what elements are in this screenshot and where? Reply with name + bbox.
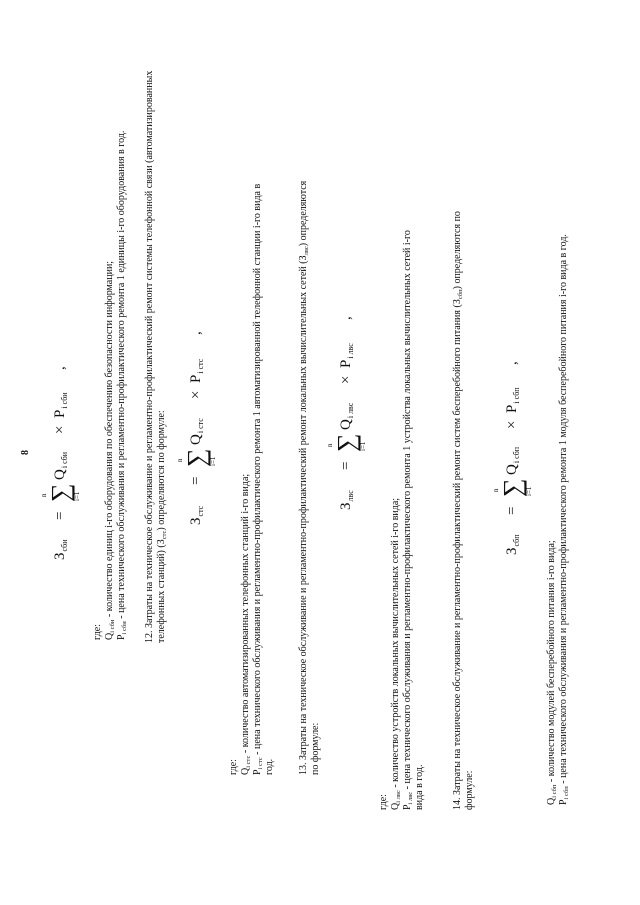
formula-comma: ,: [188, 331, 204, 335]
paragraph-14-line-2: формуле:: [464, 770, 475, 810]
sum-lower-limit: i=1: [73, 491, 81, 501]
times-sign: ×: [504, 420, 520, 429]
definition-p-lvs-cont: вида в год.: [414, 764, 425, 810]
sigma-symbol: ∑: [498, 478, 527, 497]
sum-lower-limit: i=1: [525, 486, 533, 496]
sigma-symbol: ∑: [46, 483, 75, 502]
sum-lower-limit: i=1: [209, 456, 217, 466]
formula-comma: ,: [52, 366, 68, 370]
paragraph-12-line-2: телефонных станций) $(З_{стс})$ определяются по формуле:: [156, 410, 168, 643]
equals-sign: =: [52, 511, 68, 520]
times-sign: ×: [52, 425, 68, 434]
sum-upper-limit: n: [176, 458, 184, 462]
formula-lhs: $З_{лвс}$: [338, 490, 355, 510]
definition-p-sts-cont: год.: [264, 758, 275, 775]
where-label: где:: [378, 794, 389, 810]
sum-upper-limit: n: [326, 443, 334, 447]
formula-lhs: $З_{сби}$: [52, 539, 69, 560]
p-term: $P_{i сбп}$: [504, 387, 521, 413]
q-term: $Q_{i сбп}$: [504, 446, 521, 475]
where-label: где:: [92, 624, 103, 640]
p-term: $P_{i стс}$: [188, 358, 205, 383]
sigma-symbol: ∑: [332, 433, 361, 452]
definition-p-lvs: $P_{i лвс}$ - цена технического обслуживания и регламентно-профилактического ремонта 1 устройства локальных вычислительных сетей i-го: [402, 230, 414, 810]
formula-comma: ,: [338, 316, 354, 320]
definition-q-sbi: $Q_{i сби}$ - количество единиц i-го оборудования по обеспечению безопасности информации;: [104, 260, 116, 640]
formula-lhs: $З_{сбп}$: [504, 534, 521, 555]
formula-zsts: [176, 265, 216, 525]
definition-p-sts: $P_{i стс}$ - цена технического обслуживания и регламентно-профилактического ремонта 1 автоматизированной телефонной станции i-го вида в: [252, 183, 264, 775]
definition-q-lvs: $Q_{i лвс}$ - количество устройств локальных вычислительных сетей i-го вида;: [390, 497, 402, 810]
paragraph-12-line-1: 12. Затраты на техническое обслуживание и регламентно-профилактический ремонт системы телефонной связи (автоматизированных: [144, 70, 155, 643]
sum-lower-limit: i=1: [359, 441, 367, 451]
paragraph-14-line-1: 14. Затраты на техническое обслуживание и регламентно-профилактический ремонт систем бесперебойного питания $(З_{сбп})$ определяются по: [452, 211, 464, 810]
definition-p-sbi: $P_{i сби}$ - цена технического обслуживания и регламентно-профилактического ремонта 1 единицы i-го оборудования в год.: [116, 130, 128, 640]
times-sign: ×: [188, 390, 204, 399]
q-term: $Q_{i сби}$: [52, 451, 69, 480]
formula-comma: ,: [504, 361, 520, 365]
paragraph-13-line-1: 13. Затраты на техническое обслуживание и регламентно-профилактический ремонт локальных вычислительных сетей $(З_{лвс})$ определяются: [298, 180, 310, 775]
definition-q-sts: $Q_{i стс}$ - количество автоматизированных телефонных станций i-го вида;: [240, 473, 252, 775]
formula-zlvs: [326, 250, 366, 510]
equals-sign: =: [504, 506, 520, 515]
sum-upper-limit: n: [40, 493, 48, 497]
equals-sign: =: [188, 476, 204, 485]
sum-upper-limit: n: [492, 488, 500, 492]
formula-zsbp: [492, 295, 532, 555]
where-label: где:: [228, 759, 239, 775]
sigma-symbol: ∑: [182, 448, 211, 467]
q-term: $Q_{i стс}$: [188, 418, 205, 445]
paragraph-13-line-2: по формуле:: [310, 722, 321, 775]
times-sign: ×: [338, 375, 354, 384]
definition-q-sbp: $Q_{i сбп}$ - количество модулей бесперебойного питания i-го вида;: [546, 540, 558, 805]
page-number: 8: [20, 450, 31, 455]
formula-zsbi: [40, 300, 80, 560]
p-term: $P_{i лвс}$: [338, 343, 355, 368]
formula-lhs: $З_{стс}$: [188, 505, 205, 525]
definition-p-sbp: $P_{i сбп}$ - цена технического обслуживания и регламентно-профилактического ремонта 1 модуля бесперебойного питания i-го вида в год.: [558, 234, 570, 805]
p-term: $P_{i сби}$: [52, 392, 69, 418]
equals-sign: =: [338, 461, 354, 470]
q-term: $Q_{i лвс}$: [338, 402, 355, 430]
